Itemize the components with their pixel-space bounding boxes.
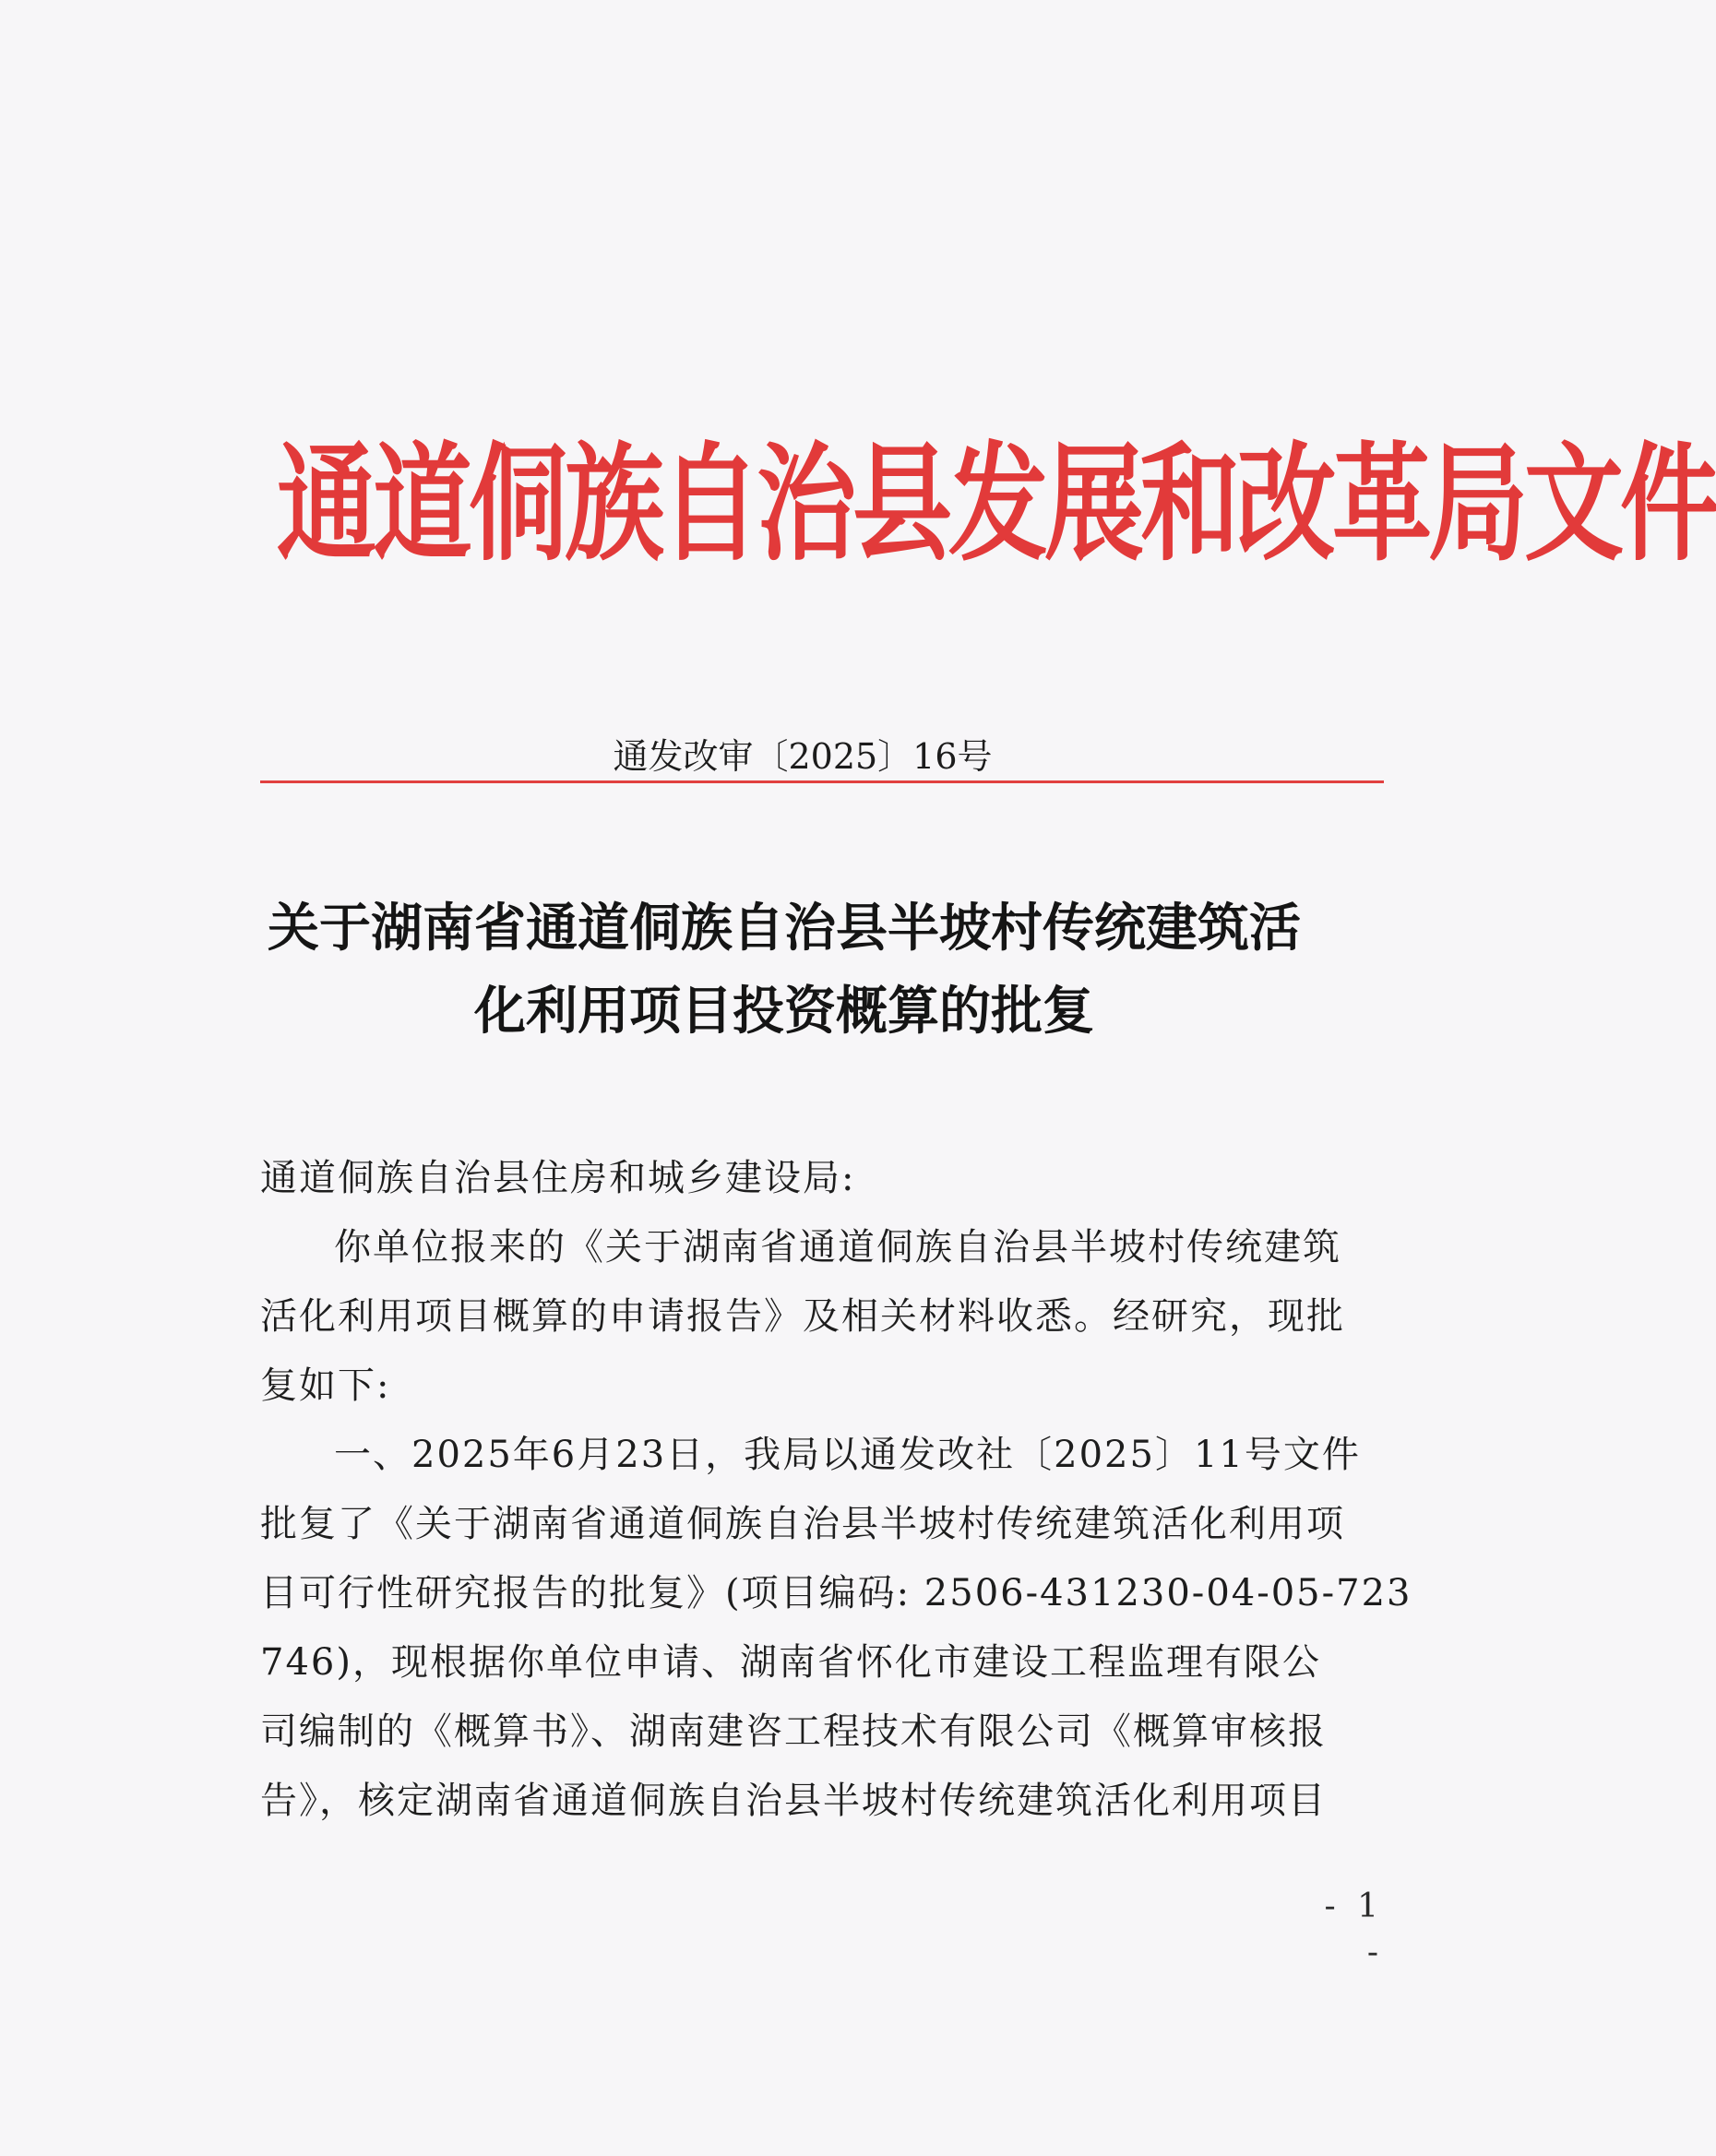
paragraph-2-line-3: 目可行性研究报告的批复》(项目编码: 2506-431230-04-05-723 [260,1572,1412,1614]
document-title-line-1: 关于湖南省通道侗族自治县半坡村传统建筑活 [268,898,1301,959]
document-title-line-2: 化利用项目投资概算的批复 [474,981,1094,1042]
paragraph-2-line-5: 司编制的《概算书》、湖南建咨工程技术有限公司《概算审核报 [260,1710,1327,1753]
paragraph-2-line-6: 告》，核定湖南省通道侗族自治县半坡村传统建筑活化利用项目 [260,1780,1327,1822]
page-number: - 1 - [1324,1888,1384,1971]
paragraph-1-line-3: 复如下: [260,1364,391,1407]
addressee: 通道侗族自治县住房和城乡建设局: [260,1157,856,1199]
red-divider-rule [260,780,1384,783]
paragraph-1-line-1: 你单位报来的《关于湖南省通道侗族自治县半坡村传统建筑 [334,1226,1341,1269]
masthead-title: 通道侗族自治县发展和改革局文件 [277,431,1716,579]
paragraph-1-line-2: 活化利用项目概算的申请报告》及相关材料收悉。经研究，现批 [260,1295,1345,1338]
paragraph-2-line-1: 一、2025年6月23日，我局以通发改社〔2025〕11号文件 [334,1434,1361,1476]
paragraph-2-line-4: 746)，现根据你单位申请、湖南省怀化市建设工程监理有限公 [260,1641,1321,1684]
document-number: 通发改审〔2025〕16号 [613,736,993,777]
paragraph-2-line-2: 批复了《关于湖南省通道侗族自治县半坡村传统建筑活化利用项 [260,1503,1345,1545]
